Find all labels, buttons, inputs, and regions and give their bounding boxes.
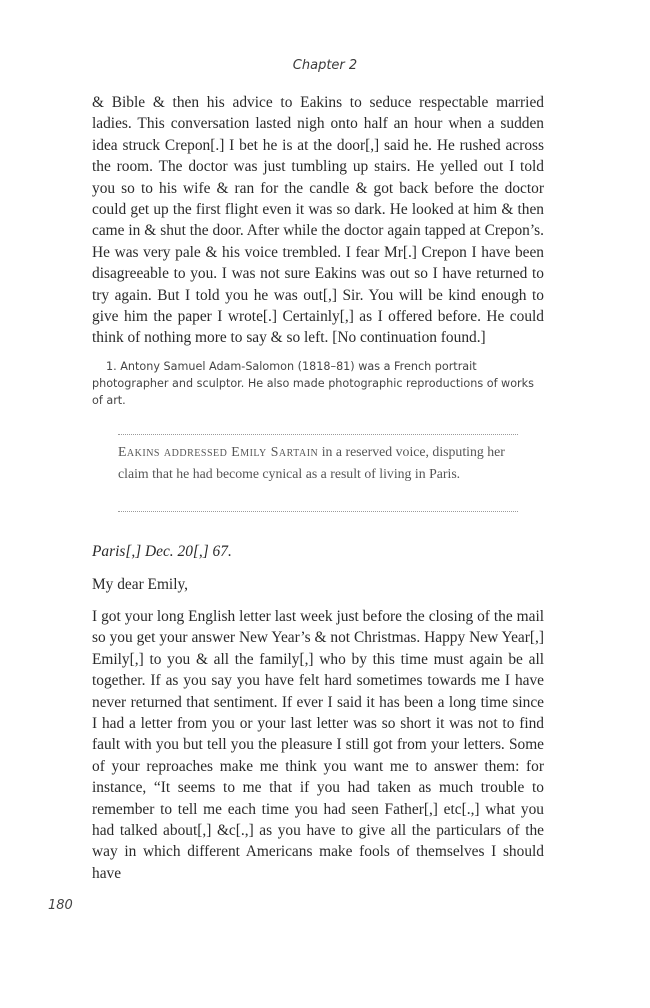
letter-salutation: My dear Emily, [92, 576, 189, 593]
page-number: 180 [48, 898, 73, 913]
letter-dateline: Paris[,] Dec. 20[,] 67. [92, 543, 232, 560]
footnote-text: Antony Samuel Adam-Salomon (1818–81) was a French portrait photographer and sculptor. He also made photographic reproductions of works of art. [92, 360, 534, 407]
running-head: Chapter 2 [292, 58, 358, 73]
body-paragraph-1: & Bible & then his advice to Eakins to seduce respectable married ladies. This conversation lasted nigh onto half an hour when a sudden idea struck Crepon[.] I bet he is at the door[,] said he. He rushed across the room. The doctor was just tumbling up stairs. He yelled out I told you so to his wife & ran for the candle & got back before the doctor could get up the first flight even it was so dark. He looked at him & then came in & shut the door. After while the doctor again tapped at Crepon’s. He was very pale & his voice trembled. I fear Mr[.] Crepon I have been disagreeable to you. I was not sure Eakins was out so I have returned to try again. But I told you he was out[,] Sir. You will be kind enough to give him the paper I wrote[.] Certainly[,] as I offered before. He could think of nothing more to say & so left. [No continuation found.] [92, 94, 544, 347]
headnote [118, 441, 518, 484]
footnote-number: 1. [106, 360, 117, 373]
headnote-box [118, 434, 518, 512]
footnote [92, 358, 544, 409]
headnote-text: in a reserved voice, disputing her claim that he had become cynical as a result of living in Paris. [118, 444, 505, 481]
body-paragraph-2: I got your long English letter last week just before the closing of the mail so you get your answer New Year’s & not Christmas. Happy New Year[,] Emily[,] to you & all the family[,] who by this time must again be all together. If as you say you have felt hard sometimes towards me I have never returned that sentiment. If ever I said it has been a long time since I had a letter from you or your last letter was so short it was not to find fault with you but tell you the pleasure I still got from your letters. Some of your reproaches make me think you want me to answer them: for instance, “It seems to me that if you had taken as much trouble to remember to tell me each time you had seen Father[,] etc[.,] what you had talked about[,] &c[.,] as you have to give all the particulars of the way in which different Americans make fools of themselves I should have [92, 608, 544, 882]
headnote-smallcaps-lead: Eakins addressed Emily Sartain [118, 444, 319, 459]
